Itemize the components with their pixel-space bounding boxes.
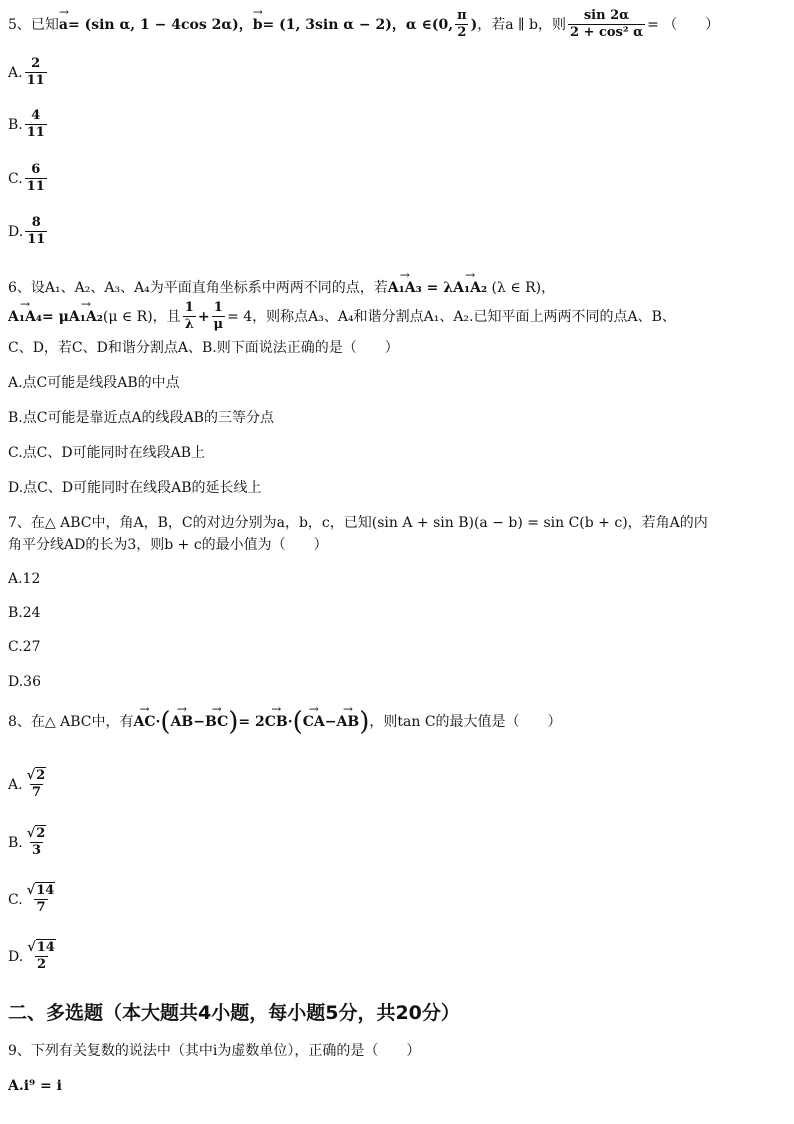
- pi-over-2-fraction: $\frac{\pi}{2}$: [457, 8, 467, 40]
- vector-a: → a: [59, 15, 68, 35]
- section-heading-multiple-choice: 二、多选题（本大题共4小题，每小题5分，共20分）: [8, 1002, 460, 1024]
- q6-option-a: A.点C可能是线段AB的中点: [8, 375, 180, 391]
- q6-option-c: C.点C、D可能同时在线段AB上: [8, 445, 205, 461]
- q5-option-d: D. $\frac{8}{11}$: [8, 215, 46, 247]
- question-6-line-3: C、D，若C、D和谐分割点A、B.则下面说法正确的是（ ）: [8, 340, 399, 356]
- question-9-stem: 9、下列有关复数的说法中（其中i为虚数单位），正确的是（ ）: [8, 1043, 421, 1059]
- q7-option-d: D.36: [8, 674, 41, 690]
- q8-option-a: A. $\frac{√2}{7}$: [8, 768, 46, 800]
- q9-option-a: A.i⁹ = i: [8, 1078, 62, 1094]
- one-over-lambda: $\frac{1}{\lambda}$: [184, 300, 194, 332]
- question-7-line-1: 7、在△ ABC中，角A，B，C的对边分别为a，b，c，已知(sin A + sin B)(a − b) = sin C(b + c)，若角A的内: [8, 515, 708, 531]
- q5-option-c: C. $\frac{6}{11}$: [8, 162, 45, 194]
- q7-option-c: C.27: [8, 639, 41, 655]
- q5-option-b: B. $\frac{4}{11}$: [8, 108, 45, 140]
- vector-b: → b: [253, 15, 263, 35]
- q7-option-a: A.12: [8, 571, 41, 587]
- question-6-line-2: → A₁A₄ = μ → A₁A₂ (μ ∈ R)，且 $\frac{1}{\lambda}$ + $\frac{1}{\mu}$ = 4，则称点A₃、A₄和谐分割点A₁、A₂.已知平面上两两不同的点A、B、: [8, 300, 676, 333]
- q6-option-d: D.点C、D可能同时在线段AB的延长线上: [8, 480, 262, 496]
- q6-option-b: B.点C可能是靠近点A的线段AB的三等分点: [8, 410, 274, 426]
- q8-option-b: B. $\frac{√2}{3}$: [8, 826, 46, 858]
- q7-option-b: B.24: [8, 605, 41, 621]
- question-6-line-1: 6、设A₁、A₂、A₃、A₄为平面直角坐标系中两两不同的点，若→ A₁A₃ = λ→ A₁A₂ (λ ∈ R)，: [8, 278, 555, 298]
- question-7-line-2: 角平分线AD的长为3，则b + c的最小值为（ ）: [8, 537, 328, 553]
- expression-fraction: $\frac{\sin 2\alpha}{\text{2 + cos² α}}$: [569, 8, 644, 40]
- one-over-mu: $\frac{1}{\mu}$: [213, 300, 224, 332]
- q5-option-a: A. $\frac{2}{11}$: [8, 56, 45, 88]
- question-5-stem: 5、已知 → a = (sin α, 1 − 4cos 2α)， → b = (1, 3sin α − 2)，α ∈ (0, $\frac{\pi}{2}$ ) ，若a ∥ b，则 $\frac{\sin 2\alpha}{\text{2 + cos² α}}$ = （ ）: [8, 8, 719, 41]
- q8-option-d: D. $\frac{√14}{2}$: [8, 940, 55, 972]
- q8-option-c: C. $\frac{√14}{7}$: [8, 883, 55, 915]
- question-8-stem: 8、在△ ABC中，有 → AC · ( → AB − → BC ) = 2 → CB · ( → CA − → AB ) ，则tan C的最大值是（ ）: [8, 712, 562, 732]
